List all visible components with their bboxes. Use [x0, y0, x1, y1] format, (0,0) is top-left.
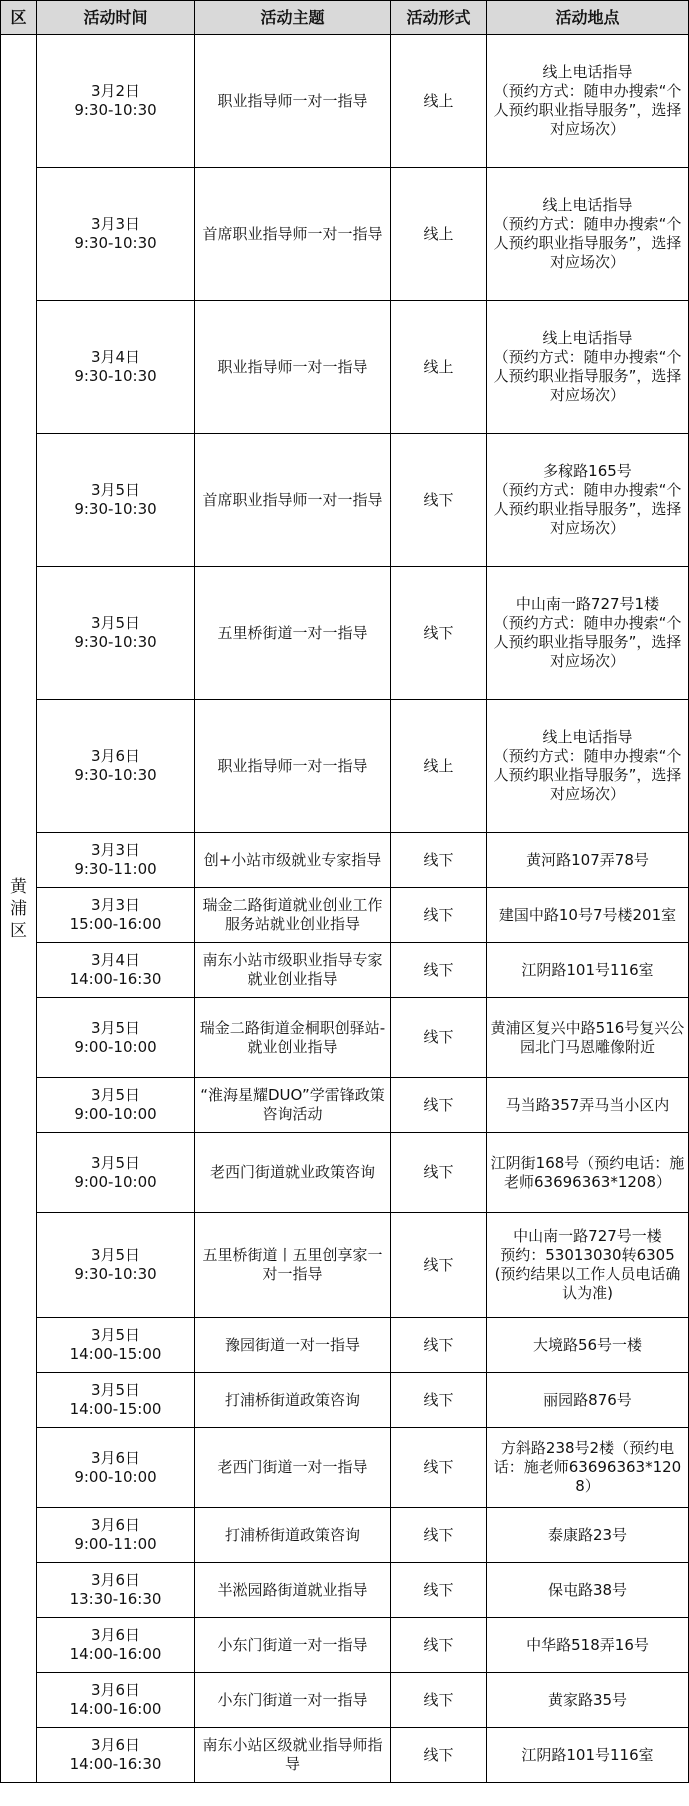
location-cell: 江阴路101号116室	[487, 943, 689, 998]
topic-cell: 瑞金二路街道金桐职创驿站-就业创业指导	[195, 998, 391, 1078]
topic-cell: 职业指导师一对一指导	[195, 35, 391, 168]
topic-cell: 小东门街道一对一指导	[195, 1673, 391, 1728]
table-row	[1, 998, 689, 1078]
time-cell: 3月5日 9:30-10:30	[37, 1213, 195, 1318]
header-form: 活动形式	[391, 1, 487, 35]
table-row	[1, 1618, 689, 1673]
header-time: 活动时间	[37, 1, 195, 35]
topic-cell: 豫园街道一对一指导	[195, 1318, 391, 1373]
time-cell: 3月6日 14:00-16:00	[37, 1673, 195, 1728]
header-row	[1, 1, 689, 35]
location-cell: 线上电话指导 （预约方式：随申办搜索“个人预约职业指导服务”，选择对应场次）	[487, 700, 689, 833]
district-cell: 黄 浦 区	[1, 35, 37, 1783]
table-row	[1, 301, 689, 434]
location-cell: 中华路518弄16号	[487, 1618, 689, 1673]
location-cell: 黄家路35号	[487, 1673, 689, 1728]
topic-cell: 首席职业指导师一对一指导	[195, 434, 391, 567]
location-cell: 黄浦区复兴中路516号复兴公园北门马恩雕像附近	[487, 998, 689, 1078]
time-cell: 3月4日 14:00-16:30	[37, 943, 195, 998]
topic-cell: 打浦桥街道政策咨询	[195, 1373, 391, 1428]
form-cell: 线下	[391, 1673, 487, 1728]
time-cell: 3月5日 9:00-10:00	[37, 1078, 195, 1133]
form-cell: 线下	[391, 567, 487, 700]
table-row	[1, 1673, 689, 1728]
location-cell: 黄河路107弄78号	[487, 833, 689, 888]
location-cell: 江阴路101号116室	[487, 1728, 689, 1783]
form-cell: 线上	[391, 35, 487, 168]
table-row	[1, 833, 689, 888]
time-cell: 3月4日 9:30-10:30	[37, 301, 195, 434]
topic-cell: 创+小站市级就业专家指导	[195, 833, 391, 888]
location-cell: 丽园路876号	[487, 1373, 689, 1428]
topic-cell: 老西门街道一对一指导	[195, 1428, 391, 1508]
table-row	[1, 943, 689, 998]
topic-cell: 首席职业指导师一对一指导	[195, 168, 391, 301]
time-cell: 3月3日 9:30-10:30	[37, 168, 195, 301]
form-cell: 线下	[391, 1078, 487, 1133]
topic-cell: 职业指导师一对一指导	[195, 301, 391, 434]
topic-cell: 南东小站市级职业指导专家就业创业指导	[195, 943, 391, 998]
table-row	[1, 1563, 689, 1618]
topic-cell: 半淞园路街道就业指导	[195, 1563, 391, 1618]
time-cell: 3月5日 9:30-10:30	[37, 434, 195, 567]
time-cell: 3月6日 13:30-16:30	[37, 1563, 195, 1618]
time-cell: 3月5日 9:30-10:30	[37, 567, 195, 700]
table-row	[1, 1728, 689, 1783]
time-cell: 3月6日 9:00-11:00	[37, 1508, 195, 1563]
location-cell: 线上电话指导 （预约方式：随申办搜索“个人预约职业指导服务”，选择对应场次）	[487, 35, 689, 168]
time-cell: 3月5日 14:00-15:00	[37, 1373, 195, 1428]
location-cell: 保屯路38号	[487, 1563, 689, 1618]
time-cell: 3月5日 9:00-10:00	[37, 1133, 195, 1213]
table-row	[1, 35, 689, 168]
table-row	[1, 1213, 689, 1318]
table-row	[1, 1428, 689, 1508]
topic-cell: 五里桥街道丨五里创享家一对一指导	[195, 1213, 391, 1318]
location-cell: 多稼路165号 （预约方式：随申办搜索“个人预约职业指导服务”，选择对应场次）	[487, 434, 689, 567]
location-cell: 中山南一路727号一楼 预约：53013030转6305(预约结果以工作人员电话确认为准)	[487, 1213, 689, 1318]
topic-cell: 五里桥街道一对一指导	[195, 567, 391, 700]
location-cell: 线上电话指导 （预约方式：随申办搜索“个人预约职业指导服务”，选择对应场次）	[487, 168, 689, 301]
form-cell: 线下	[391, 1318, 487, 1373]
table-row	[1, 1318, 689, 1373]
header-topic: 活动主题	[195, 1, 391, 35]
table-row	[1, 1133, 689, 1213]
form-cell: 线上	[391, 301, 487, 434]
form-cell: 线下	[391, 1428, 487, 1508]
header-district: 区	[1, 1, 37, 35]
form-cell: 线下	[391, 1213, 487, 1318]
form-cell: 线下	[391, 1373, 487, 1428]
table-body	[1, 35, 689, 1783]
location-cell: 马当路357弄马当小区内	[487, 1078, 689, 1133]
form-cell: 线下	[391, 1563, 487, 1618]
table-row	[1, 1078, 689, 1133]
form-cell: 线下	[391, 1618, 487, 1673]
form-cell: 线上	[391, 700, 487, 833]
table-row	[1, 1508, 689, 1563]
location-cell: 线上电话指导 （预约方式：随申办搜索“个人预约职业指导服务”，选择对应场次）	[487, 301, 689, 434]
location-cell: 大境路56号一楼	[487, 1318, 689, 1373]
time-cell: 3月3日 9:30-11:00	[37, 833, 195, 888]
location-cell: 建国中路10号7号楼201室	[487, 888, 689, 943]
time-cell: 3月6日 9:30-10:30	[37, 700, 195, 833]
form-cell: 线下	[391, 888, 487, 943]
time-cell: 3月6日 9:00-10:00	[37, 1428, 195, 1508]
location-cell: 中山南一路727号1楼 （预约方式：随申办搜索“个人预约职业指导服务”，选择对应场次）	[487, 567, 689, 700]
time-cell: 3月5日 9:00-10:00	[37, 998, 195, 1078]
location-cell: 江阴街168号（预约电话：施老师63696363*1208）	[487, 1133, 689, 1213]
form-cell: 线下	[391, 1728, 487, 1783]
table-row	[1, 168, 689, 301]
location-cell: 泰康路23号	[487, 1508, 689, 1563]
topic-cell: 老西门街道就业政策咨询	[195, 1133, 391, 1213]
time-cell: 3月6日 14:00-16:00	[37, 1618, 195, 1673]
form-cell: 线上	[391, 168, 487, 301]
form-cell: 线下	[391, 1508, 487, 1563]
form-cell: 线下	[391, 833, 487, 888]
form-cell: 线下	[391, 998, 487, 1078]
time-cell: 3月6日 14:00-16:30	[37, 1728, 195, 1783]
time-cell: 3月3日 15:00-16:00	[37, 888, 195, 943]
table-row	[1, 888, 689, 943]
topic-cell: 打浦桥街道政策咨询	[195, 1508, 391, 1563]
table-row	[1, 700, 689, 833]
time-cell: 3月5日 14:00-15:00	[37, 1318, 195, 1373]
topic-cell: 职业指导师一对一指导	[195, 700, 391, 833]
form-cell: 线下	[391, 434, 487, 567]
form-cell: 线下	[391, 1133, 487, 1213]
topic-cell: 南东小站区级就业指导师指导	[195, 1728, 391, 1783]
table-row	[1, 1373, 689, 1428]
header-location: 活动地点	[487, 1, 689, 35]
time-cell: 3月2日 9:30-10:30	[37, 35, 195, 168]
table-row	[1, 434, 689, 567]
topic-cell: “淮海星耀DUO”学雷锋政策咨询活动	[195, 1078, 391, 1133]
location-cell: 方斜路238号2楼（预约电话：施老师63696363*1208）	[487, 1428, 689, 1508]
topic-cell: 小东门街道一对一指导	[195, 1618, 391, 1673]
topic-cell: 瑞金二路街道就业创业工作服务站就业创业指导	[195, 888, 391, 943]
form-cell: 线下	[391, 943, 487, 998]
table-row	[1, 567, 689, 700]
